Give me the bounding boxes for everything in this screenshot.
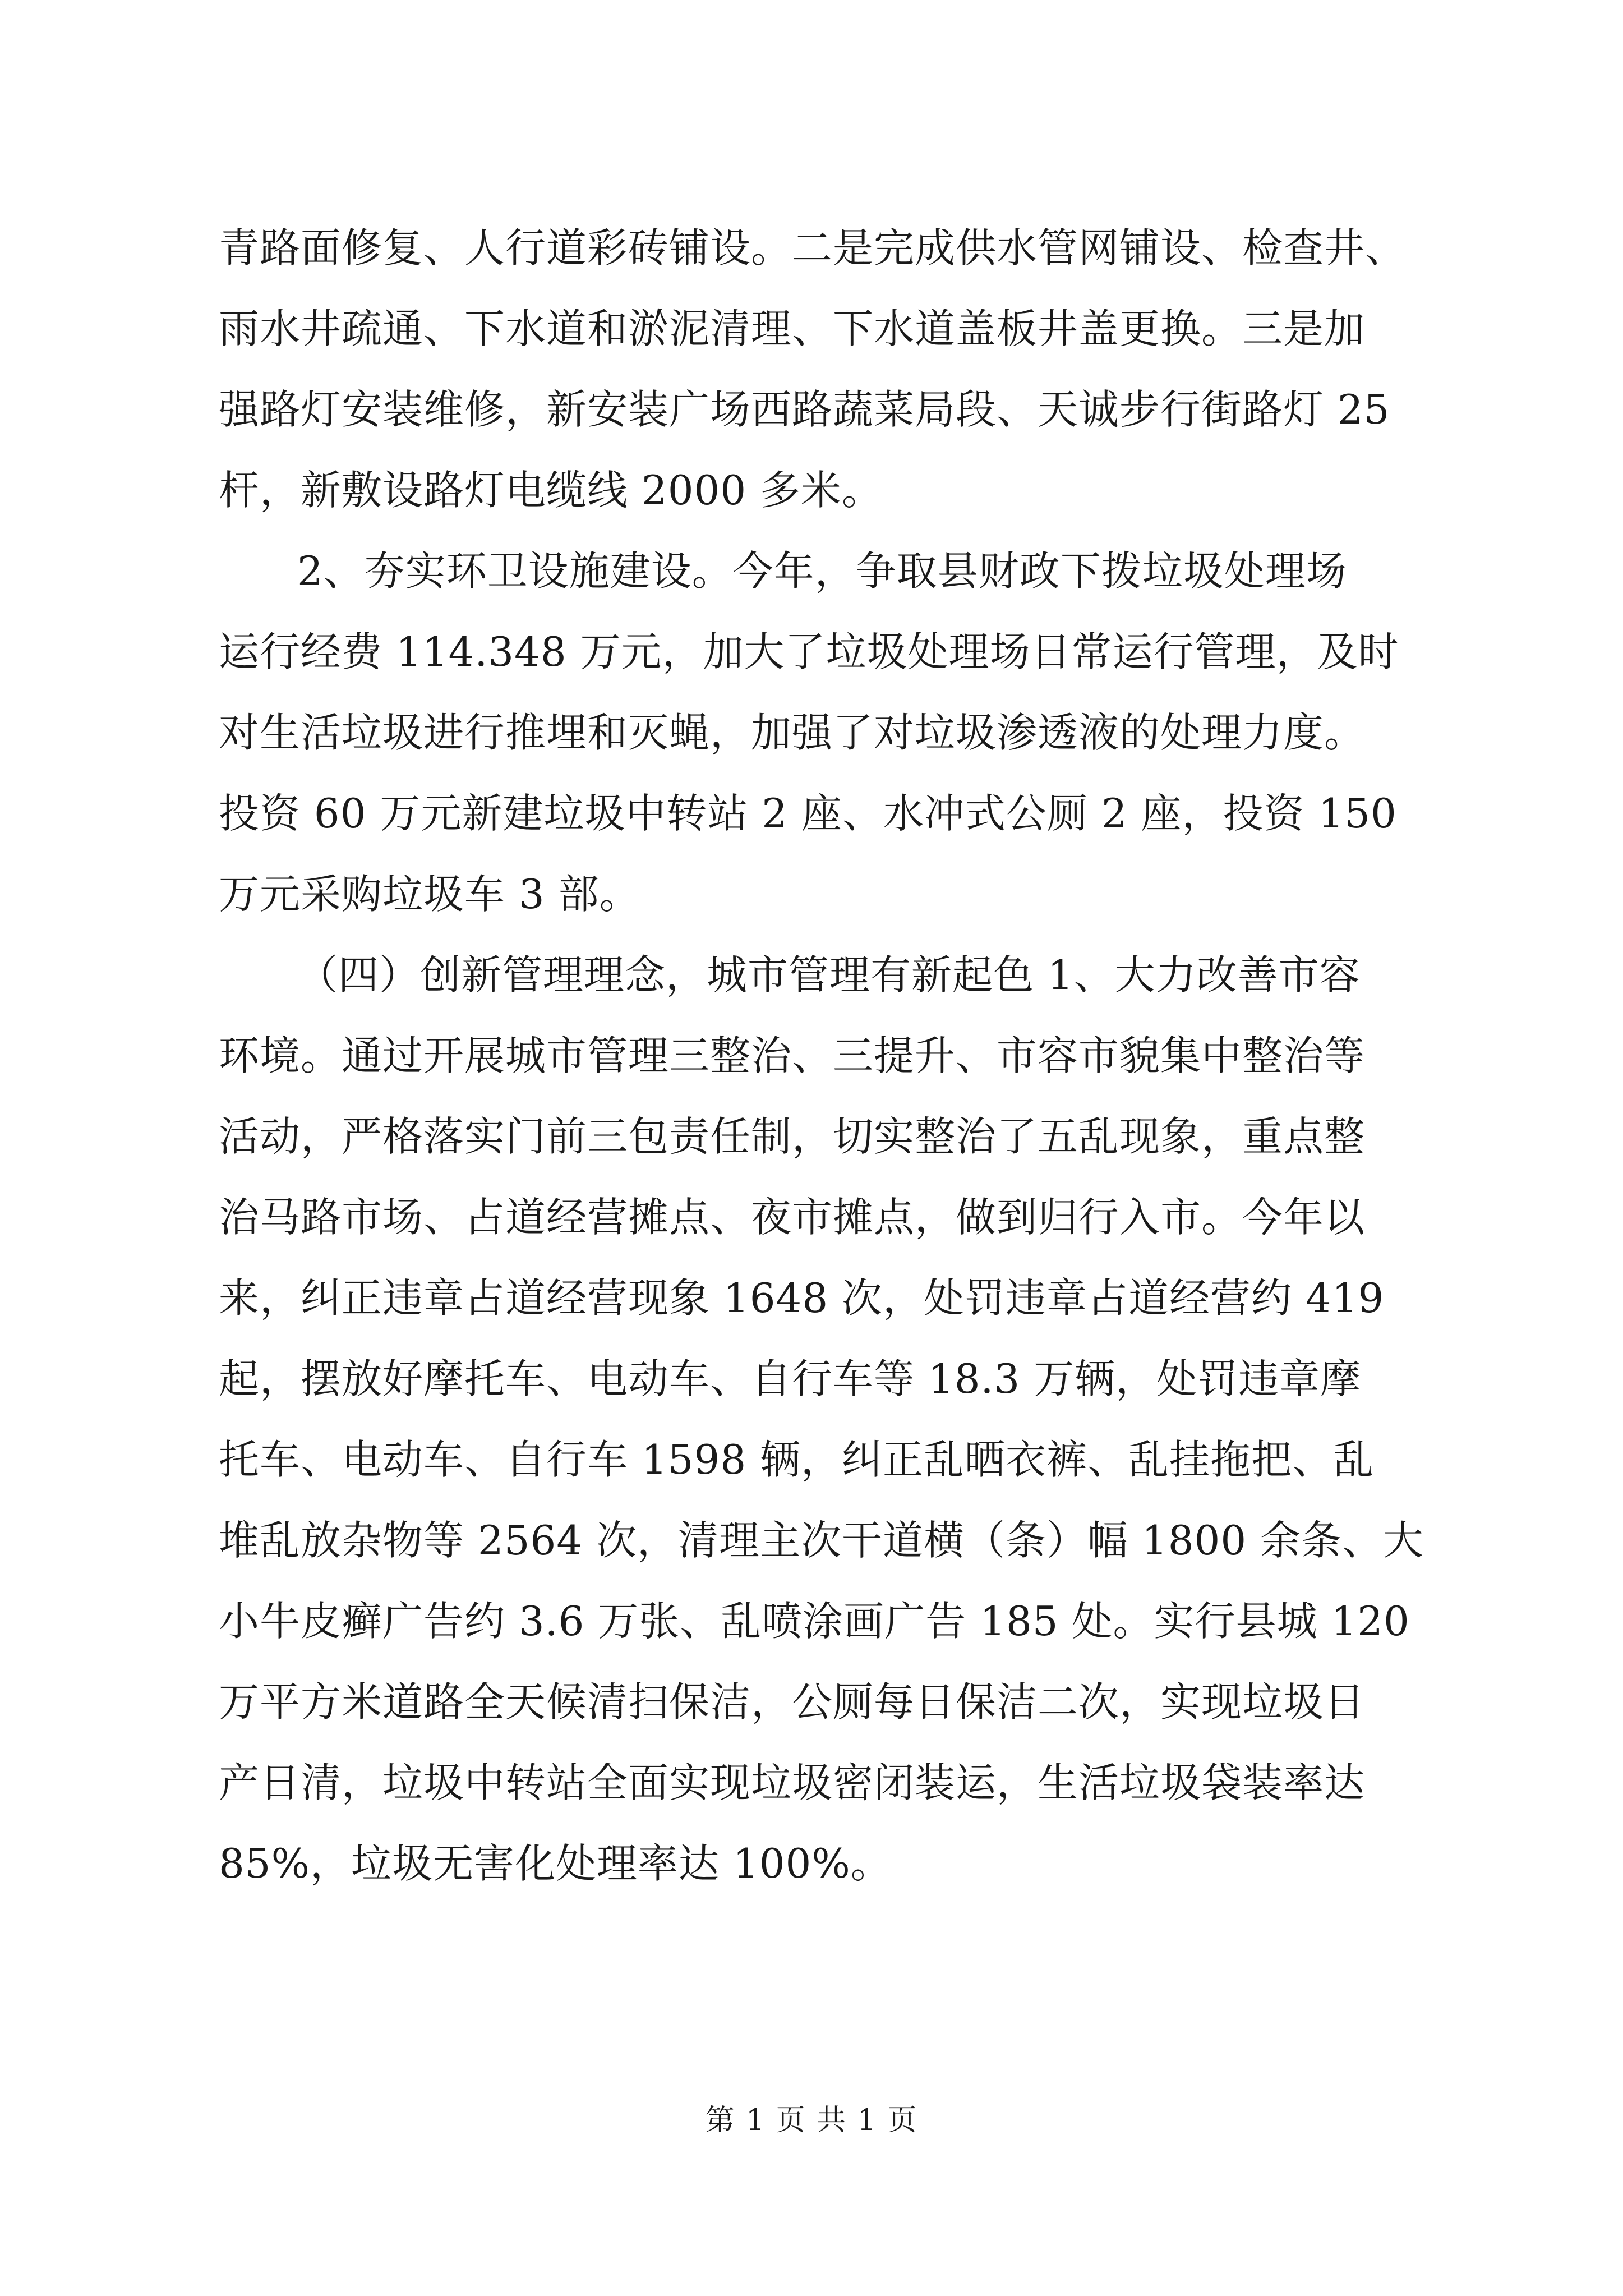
text-line: 投资 60 万元新建垃圾中转站 2 座、水冲式公厕 2 座，投资 150 [219, 790, 1397, 837]
document-body [219, 208, 1424, 1904]
text-line: 运行经费 114.348 万元，加大了垃圾处理场日常运行管理，及时 [219, 628, 1399, 675]
page-number-label: 第 1 页 共 1 页 [705, 2104, 918, 2137]
text-line: 强路灯安装维修，新安装广场西路蔬菜局段、天诚步行街路灯 25 [219, 386, 1390, 433]
text-line: 产日清，垃圾中转站全面实现垃圾密闭装运，生活垃圾袋装率达 [219, 1759, 1366, 1806]
text-line: 治马路市场、占道经营摊点、夜市摊点，做到归行入市。今年以 [219, 1194, 1366, 1241]
paragraph-first-line: 2、夯实环卫设施建设。今年，争取县财政下拨垃圾处理场 [297, 547, 1347, 595]
text-line: 杆，新敷设路灯电缆线 2000 多米。 [219, 467, 883, 514]
text-line: 小牛皮癣广告约 3.6 万张、乱喷涂画广告 185 处。实行县城 120 [219, 1598, 1410, 1645]
text-line: 85%，垃圾无害化处理率达 100%。 [219, 1840, 892, 1887]
text-line: 万元采购垃圾车 3 部。 [219, 871, 640, 918]
page-footer [0, 2098, 1623, 2143]
text-line: 万平方米道路全天候清扫保洁，公厕每日保洁二次，实现垃圾日 [219, 1678, 1366, 1726]
text-line: 活动，严格落实门前三包责任制，切实整治了五乱现象，重点整 [219, 1113, 1366, 1160]
text-line: 起，摆放好摩托车、电动车、自行车等 18.3 万辆，处罚违章摩 [219, 1355, 1362, 1402]
section-heading-line: （四）创新管理理念，城市管理有新起色 1、大力改善市容 [297, 951, 1361, 999]
text-line: 对生活垃圾进行推埋和灭蝇，加强了对垃圾渗透液的处理力度。 [219, 709, 1366, 756]
text-line: 环境。通过开展城市管理三整治、三提升、市容市貌集中整治等 [219, 1032, 1366, 1079]
text-line: 托车、电动车、自行车 1598 辆，纠正乱晒衣裤、乱挂拖把、乱 [219, 1436, 1375, 1483]
text-line: 堆乱放杂物等 2564 次，清理主次干道横（条）幅 1800 余条、大 [219, 1517, 1424, 1564]
text-line: 雨水井疏通、下水道和淤泥清理、下水道盖板井盖更换。三是加 [219, 305, 1366, 352]
text-line: 来，纠正违章占道经营现象 1648 次，处罚违章占道经营约 419 [219, 1274, 1385, 1322]
text-line: 青路面修复、人行道彩砖铺设。二是完成供水管网铺设、检查井、 [219, 224, 1407, 272]
